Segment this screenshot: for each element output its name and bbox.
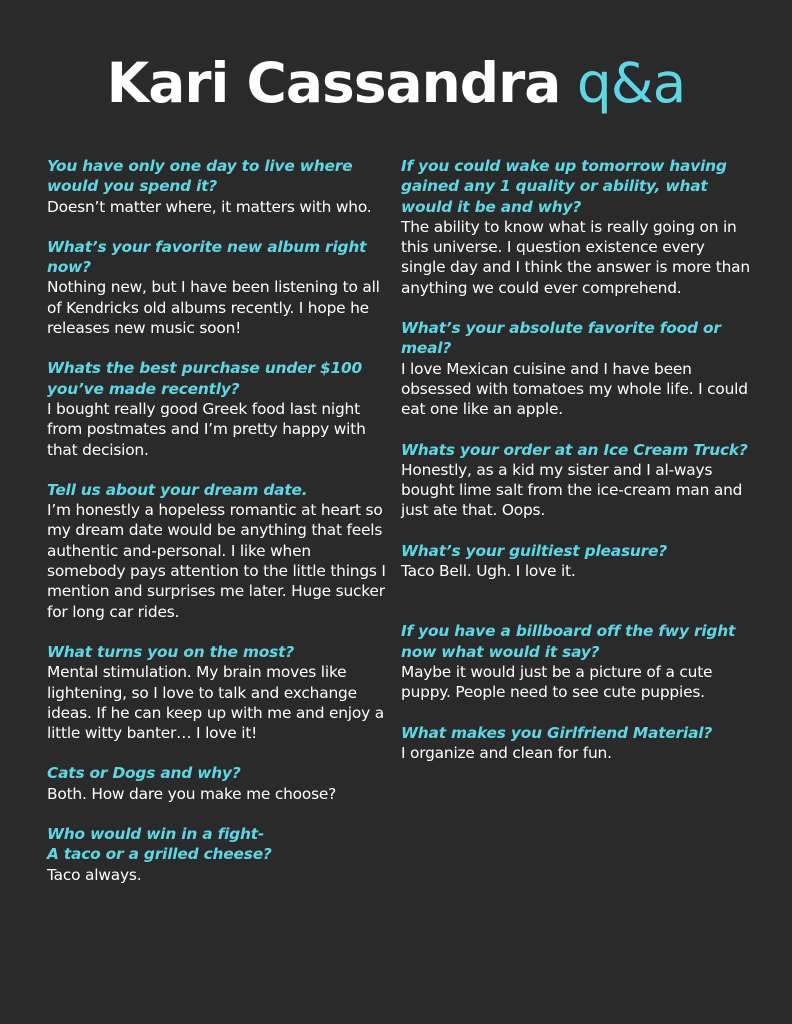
answer: Taco always. (47, 865, 142, 884)
answer: Honestly, as a kid my sister and I al-ways bought lime salt from the ice-cream man and just ate that. Oops. (401, 460, 743, 520)
answer: I love Mexican cuisine and I have been obsessed with tomatoes my whole life. I could eat one like an apple. (401, 359, 748, 419)
qa-item (401, 440, 751, 521)
qa-item (47, 824, 392, 885)
qa-item (47, 642, 392, 743)
qa-item (401, 318, 751, 419)
left-column (47, 156, 392, 905)
answer: I’m honestly a hopeless romantic at heart so my dream date would be anything that feels authentic and-personal. I like when somebody pays attention to the little things I mention and surprises me later. Huge sucker for long car rides. (47, 501, 386, 621)
qa-item (47, 763, 392, 804)
answer: Mental stimulation. My brain moves like lightening, so I love to talk and exchange ideas. If he can keep up with me and enjoy a little witty banter… I love it! (47, 663, 384, 743)
question: Cats or Dogs and why? (47, 764, 241, 783)
question: If you could wake up tomorrow having gained any 1 quality or ability, what would it be and why? (401, 157, 727, 216)
answer: Doesn’t matter where, it matters with who. (47, 197, 372, 216)
question: Whats your order at an Ice Cream Truck? (401, 440, 748, 459)
answer: Maybe it would just be a picture of a cute puppy. People need to see cute puppies. (401, 662, 713, 702)
qa-item (47, 156, 392, 217)
title-suffix: q&a (576, 51, 686, 115)
qa-item (47, 480, 392, 622)
question: Who would win in a fight- A taco or a grilled cheese? (47, 825, 272, 864)
question: What’s your favorite new album right now? (47, 237, 367, 277)
question: What’s your guiltiest pleasure? (401, 541, 668, 560)
answer: Taco Bell. Ugh. I love it. (401, 562, 576, 581)
qa-item (401, 723, 751, 764)
question: What’s your absolute favorite food or meal? (401, 319, 721, 358)
question: If you have a billboard off the fwy right now what would it say? (401, 622, 736, 661)
right-column (401, 156, 751, 783)
qa-item (401, 541, 751, 582)
qa-item (401, 156, 751, 298)
qa-item (47, 358, 392, 459)
answer: The ability to know what is really going on in this universe. I question existence every single day and I think the answer is more than anything we could ever comprehend. (401, 217, 750, 297)
answer: I organize and clean for fun. (401, 743, 612, 762)
question: Whats the best purchase under $100 you’ve made recently? (47, 359, 362, 398)
question: You have only one day to live where would you spend it? (47, 157, 353, 196)
qa-item (401, 621, 751, 702)
answer: I bought really good Greek food last night from postmates and I’m pretty happy with that decision. (47, 399, 366, 459)
page-title (0, 48, 792, 118)
question: What turns you on the most? (47, 642, 294, 661)
qa-item (47, 237, 392, 338)
answer: Both. How dare you make me choose? (47, 784, 337, 803)
title-name: Kari Cassandra (106, 51, 561, 115)
question: What makes you Girlfriend Material? (401, 723, 713, 742)
answer: Nothing new, but I have been listening to all of Kendricks old albums recently. I hope he releases new music soon! (47, 278, 380, 338)
question: Tell us about your dream date. (47, 480, 308, 499)
